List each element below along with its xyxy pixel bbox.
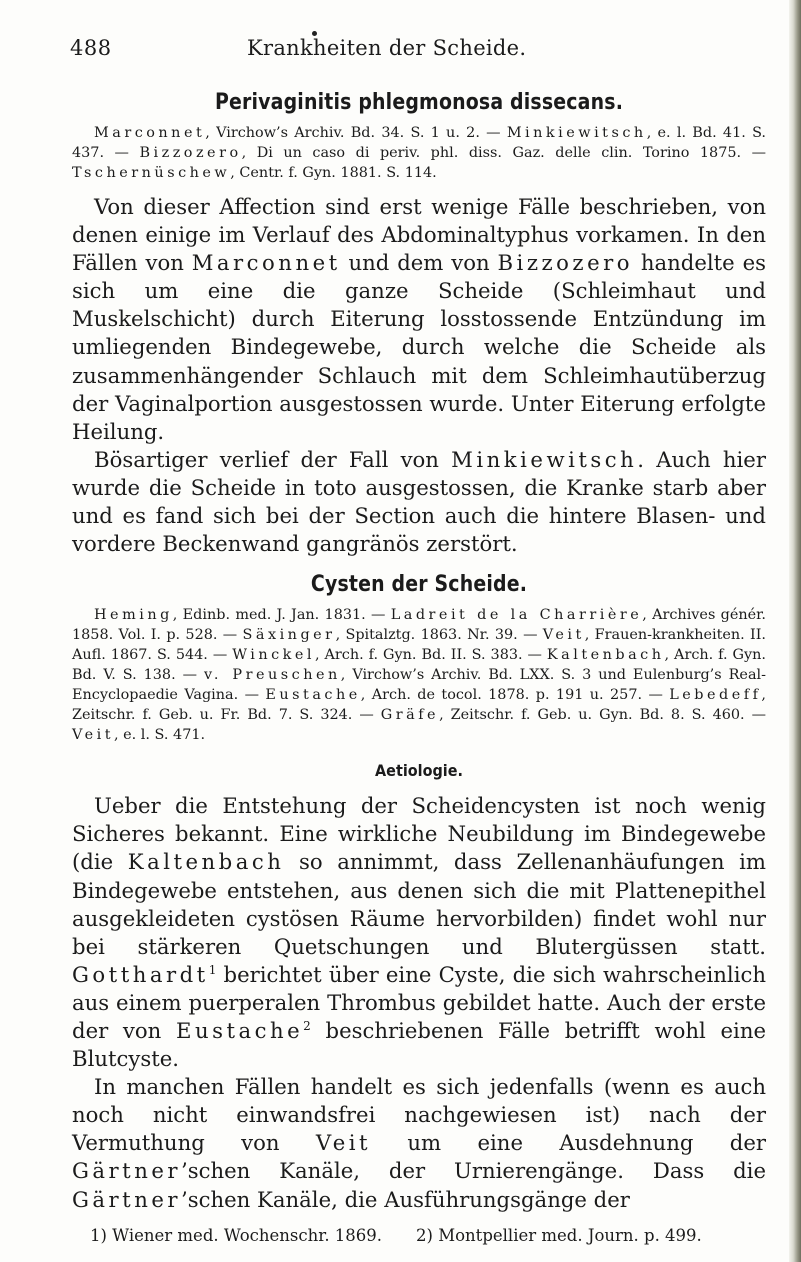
page-header: [70, 36, 770, 66]
author-name: Gotthardt: [72, 961, 209, 987]
author-name: Säxinger: [242, 627, 336, 644]
text-run: , Virchow’s Archiv. Bd. 34. S. 1 u. 2. —: [205, 125, 507, 141]
paragraph: [72, 1073, 766, 1213]
text-run: Bösartiger verlief der Fall von: [94, 446, 452, 472]
text-run: Ueber die Entstehung der Scheidencysten ist noch wenig Sicheres bekannt. Eine wirkliche Neubildung im Bindegewebe (die: [72, 793, 766, 875]
text-run: ’schen Kanäle, die Ausführungsgänge der: [181, 1186, 630, 1212]
text-run: , Frauen-krankheiten. II. Aufl. 1867. S. 544. —: [72, 627, 766, 664]
text-run: so annimmt, dass Zellenanhäufungen im Bindegewebe entstehen, aus denen sich die mit Plattenepithel ausgekleideten cystösen Räume hervorbilden) findet wohl nur bei stärkeren Quetschungen und Blutergüssen statt.: [72, 849, 766, 959]
author-name: Tschernüschew: [72, 165, 231, 181]
author-name: Lebedeff: [669, 687, 762, 704]
author-name: Bizzozero: [139, 145, 242, 161]
author-name: Winckel: [232, 647, 315, 664]
running-title: Krankheiten der Scheide.: [247, 36, 527, 60]
footnote-marker: 2: [303, 1018, 311, 1033]
text-run: und dem von: [340, 250, 498, 276]
author-name: Eustache: [265, 687, 361, 704]
text-run: , Zeitschr. f. Geb. u. Gyn. Bd. 8. S. 460. —: [439, 707, 767, 724]
text-run: , e. l. S. 471.: [113, 727, 206, 744]
author-name: Minkiewitsch: [451, 446, 638, 472]
footnotes: [90, 1226, 750, 1245]
page-content: [72, 84, 766, 1214]
page-number: 488: [70, 36, 112, 60]
text-run: , Di un caso di periv. phl. diss. Gaz. delle clin. Torino 1875. —: [241, 145, 766, 161]
references-perivaginitis: [72, 123, 766, 183]
text-run: , e. l. Bd. 41. S. 437. —: [72, 125, 766, 161]
author-name: Veit: [542, 627, 585, 644]
text-run: , Archives génér. 1858. Vol. I. p. 528. —: [72, 607, 766, 644]
text-run: In manchen Fällen handelt es sich jedenfalls (wenn es auch noch nicht einwandsfrei nachgewiesen ist) nach der Vermuthung von: [72, 1074, 766, 1156]
text-run: um eine Ausdehnung der: [371, 1130, 766, 1156]
text-run: , Edinb. med. J. Jan. 1831. —: [172, 607, 391, 624]
paragraph: [72, 193, 766, 446]
author-name: Kaltenbach: [546, 647, 665, 664]
footnote-marker: 1: [208, 962, 217, 977]
author-name: Minkiewitsch: [506, 125, 647, 141]
text-run: . Auch hier wurde die Scheide in toto ausgestossen, die Kranke starb aber und es fand sich bei der Section auch die hintere Blasen- und vordere Beckenwand gangränös zerstört.: [72, 446, 766, 557]
section-title-perivaginitis: Perivaginitis phlegmonosa dissecans.: [214, 90, 624, 115]
paragraph: [72, 446, 766, 558]
author-name: Kaltenbach: [127, 849, 285, 875]
footnote-1: 1) Wiener med. Wochenschr. 1869.: [90, 1226, 383, 1245]
footnote-2: 2) Montpellier med. Journ. p. 499.: [416, 1226, 702, 1245]
references-cysten: [72, 605, 766, 745]
text-run: beschriebenen Fälle betrifft wohl eine Blutcyste.: [72, 1017, 766, 1072]
author-name: Veit: [315, 1130, 372, 1156]
text-run: , Virchow’s Archiv. Bd. LXX. S. 3 und Eulenburg’s Real-Encyclopaedie Vagina. —: [72, 667, 766, 704]
text-run: , Arch. f. Gyn. Bd. II. S. 383. —: [315, 647, 547, 664]
text-run: berichtet über eine Cyste, die sich wahrscheinlich aus einem puerperalen Thrombus gebildet hatte. Auch der erste der von: [72, 961, 766, 1043]
author-name: Eustache: [175, 1017, 304, 1043]
paragraph: [72, 792, 766, 1073]
text-run: handelte es sich um eine die ganze Scheide (Schleimhaut und Muskelschicht) durch Eiterung losstossende Entzündung im umliegenden Bindegewebe, durch welche die Scheide als zusammenhängender Schlauch mit dem Schleimhautüberzug der Vaginalportion ausgestossen wurde. Unter Eiterung erfolgte Heilung.: [72, 250, 766, 444]
section-title-cysten: Cysten der Scheide.: [310, 572, 528, 598]
author-name: v. Preuschen: [203, 667, 341, 684]
author-name: Gräfe: [380, 707, 440, 724]
author-name: Marconnet: [94, 125, 206, 141]
author-name: Gärtner: [72, 1158, 182, 1184]
text-run: , Zeitschr. f. Geb. u. Fr. Bd. 7. S. 324. —: [72, 687, 766, 724]
author-name: Bizzozero: [497, 250, 633, 276]
author-name: Veit: [72, 727, 114, 744]
author-name: Gärtner: [72, 1186, 182, 1212]
subheading-aetiologie: Aetiologie.: [375, 761, 463, 781]
text-run: , Arch. de tocol. 1878. p. 191 u. 257. —: [360, 687, 670, 704]
scan-edge: [789, 0, 801, 1262]
text-run: , Centr. f. Gyn. 1881. S. 114.: [230, 165, 437, 181]
text-run: , Spitalztg. 1863. Nr. 39. —: [335, 627, 543, 644]
author-name: Marconnet: [191, 250, 341, 276]
text-run: Von dieser Affection sind erst wenige Fälle beschrieben, von denen einige im Verlauf des Abdominaltyphus vorkamen. In den Fällen von: [72, 194, 766, 276]
author-name: Ladreit de la Charrière: [390, 607, 643, 624]
text-run: , Arch. f. Gyn. Bd. V. S. 138. —: [72, 647, 766, 684]
text-run: ’schen Kanäle, der Urnierengänge. Dass die: [181, 1158, 766, 1184]
author-name: Heming: [94, 607, 173, 624]
